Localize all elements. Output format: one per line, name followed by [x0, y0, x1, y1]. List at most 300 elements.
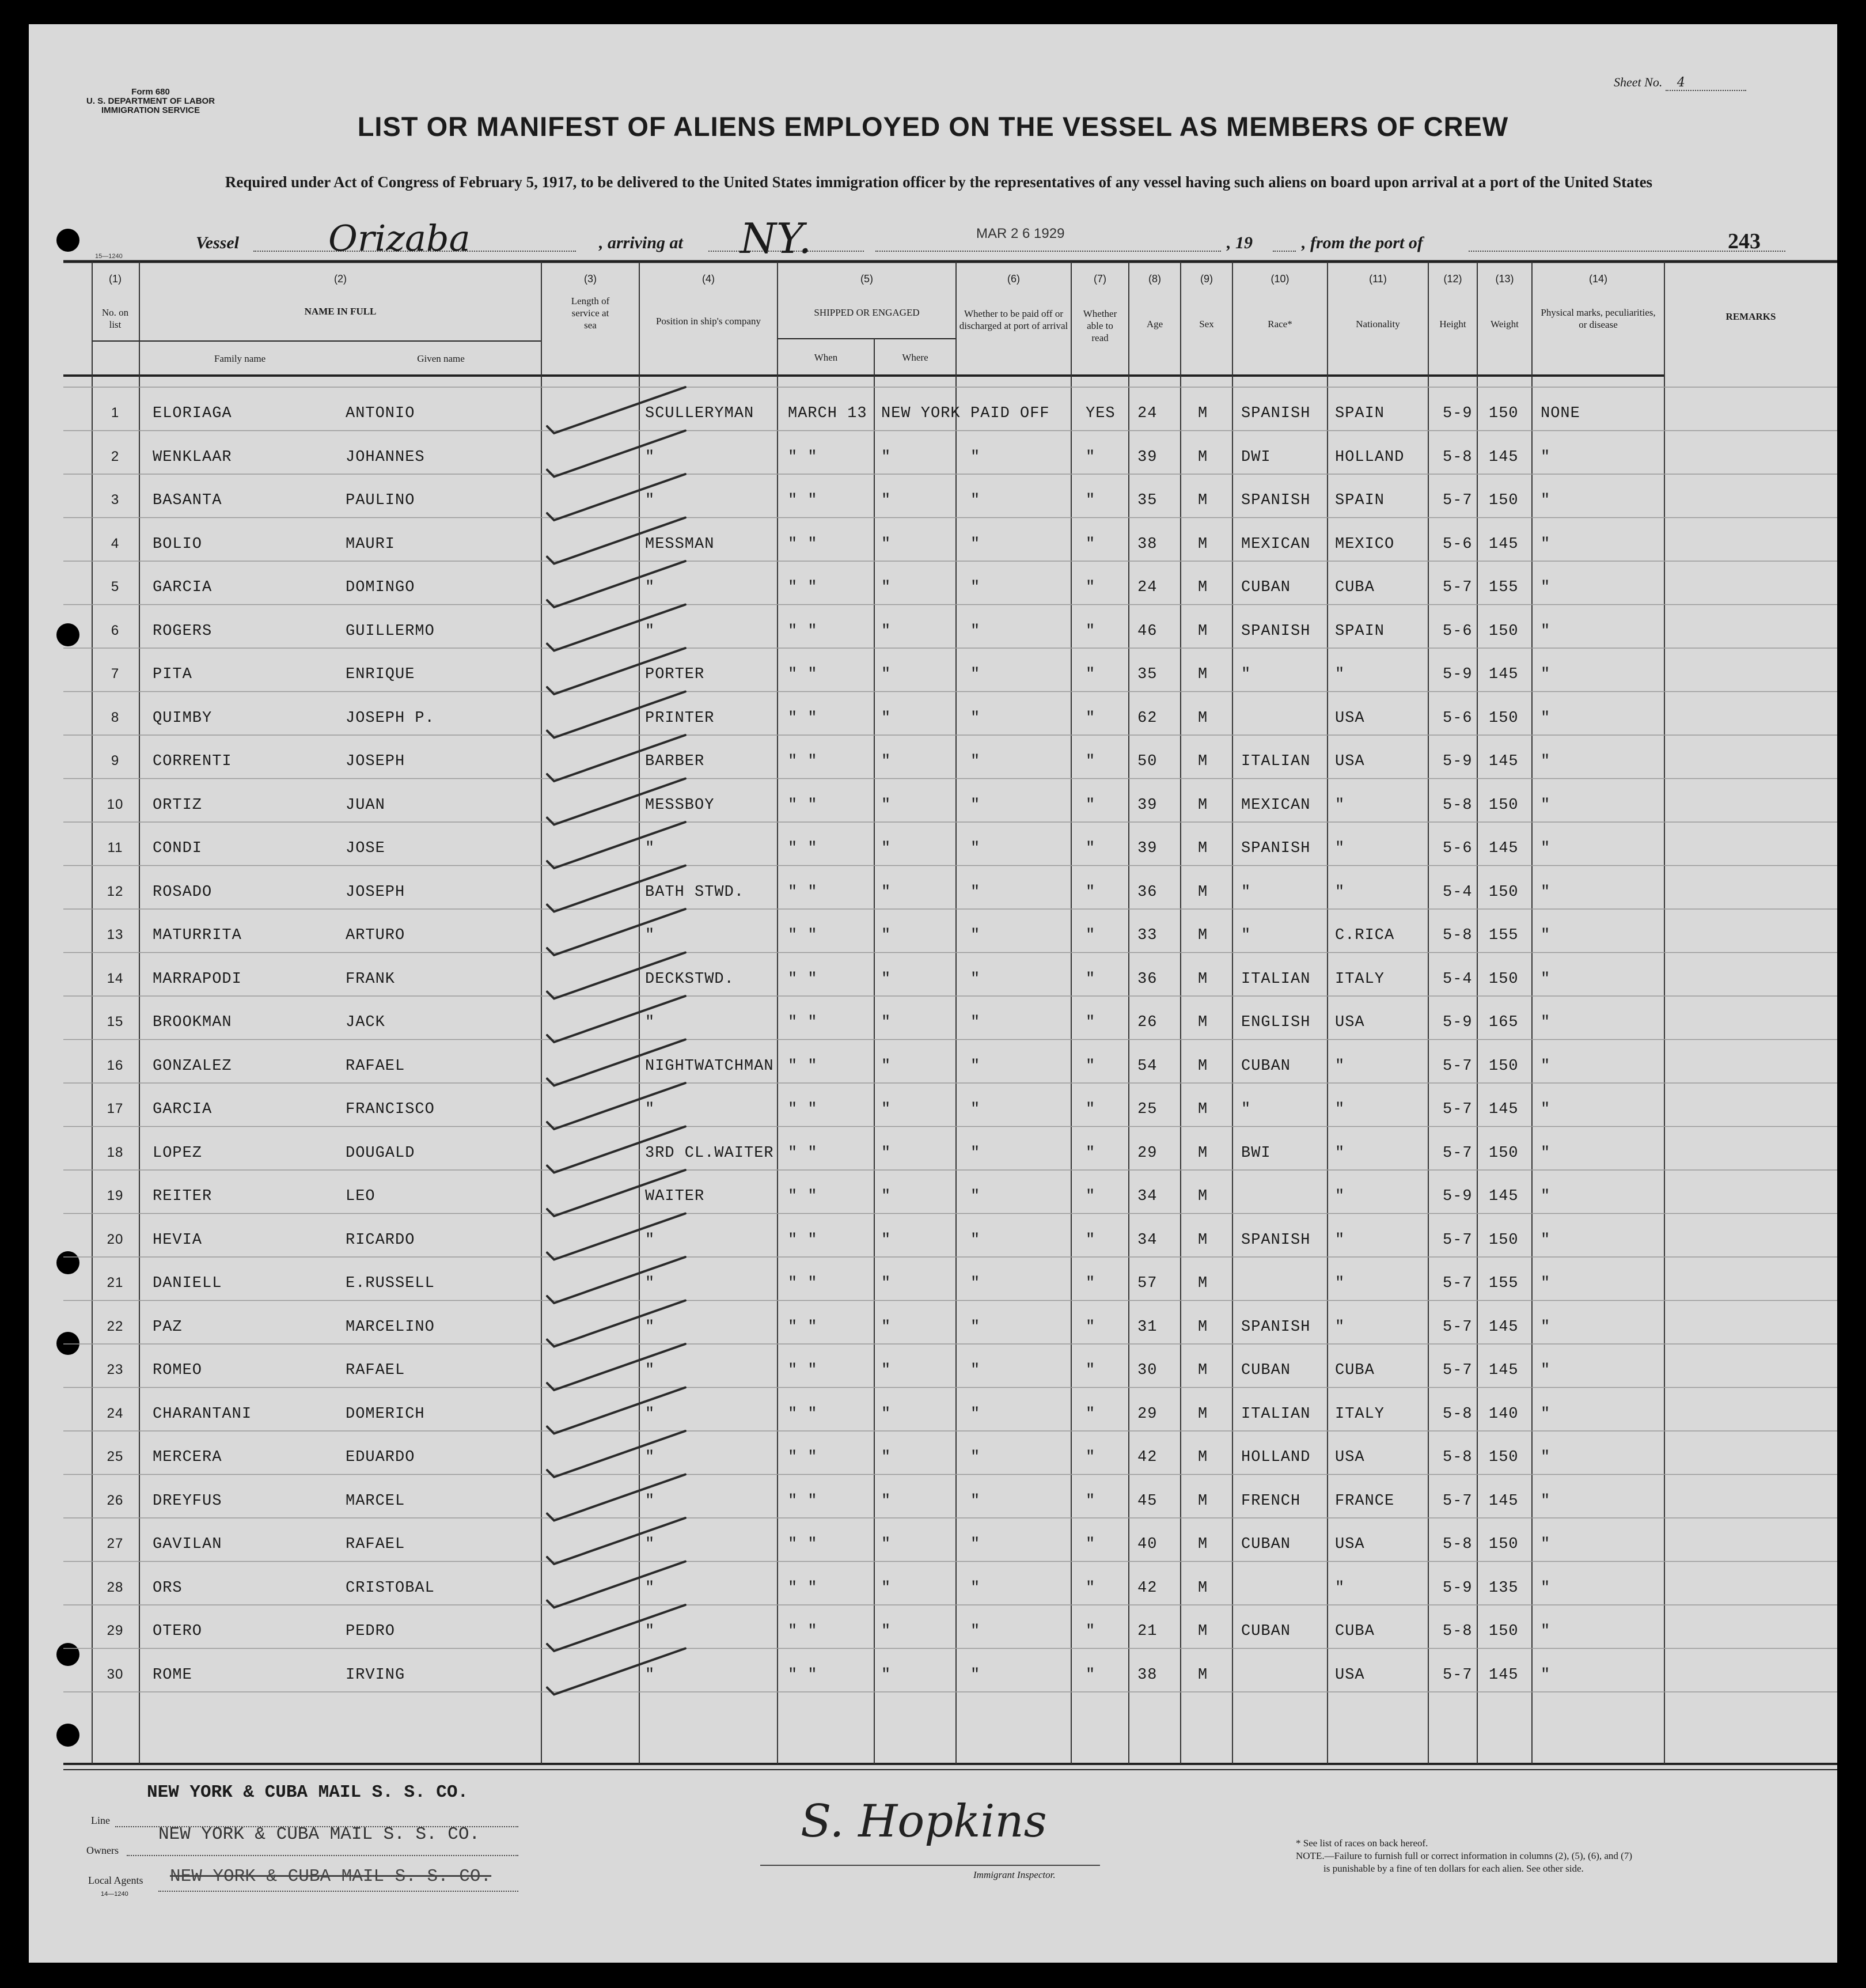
shipped-when: " ": [788, 796, 818, 814]
col-label-name: NAME IN FULL: [304, 306, 377, 317]
paid-off: ": [970, 709, 981, 727]
able-to-read: ": [1086, 753, 1096, 770]
sex: M: [1198, 1057, 1208, 1075]
given-name: LEO: [346, 1188, 376, 1205]
given-name: JACK: [346, 1014, 385, 1031]
nationality: ": [1335, 1579, 1345, 1597]
signature-line: [760, 1865, 1100, 1866]
paid-off: ": [970, 1231, 981, 1249]
paid-off: ": [970, 535, 981, 553]
age: 39: [1137, 840, 1158, 857]
race: DWI: [1241, 448, 1271, 466]
weight: 135: [1489, 1579, 1519, 1597]
height: 5-7: [1443, 1057, 1473, 1075]
col-label-no: No. on list: [101, 307, 129, 330]
family-name: ROMEO: [153, 1362, 203, 1379]
nationality: ": [1335, 1101, 1345, 1118]
family-name: ROME: [153, 1666, 192, 1684]
nationality: SPAIN: [1335, 405, 1385, 422]
shipped-when: " ": [788, 1666, 818, 1684]
sex: M: [1198, 1188, 1208, 1205]
paid-off: ": [970, 753, 981, 770]
paid-off: ": [970, 492, 981, 509]
shipped-when: " ": [788, 753, 818, 770]
shipped-where: ": [881, 1405, 892, 1423]
shipped-where: ": [881, 840, 892, 857]
age: 25: [1137, 1101, 1158, 1118]
nationality: CUBA: [1335, 1623, 1375, 1640]
race: SPANISH: [1241, 622, 1311, 640]
paid-off: ": [970, 1275, 981, 1292]
weight: 150: [1489, 622, 1519, 640]
shipped-when: " ": [788, 1231, 818, 1249]
row-number: 6: [111, 622, 120, 638]
able-to-read: ": [1086, 579, 1096, 596]
physical-marks: ": [1541, 492, 1551, 509]
race: CUBAN: [1241, 1057, 1291, 1075]
race: SPANISH: [1241, 1318, 1311, 1336]
able-to-read: ": [1086, 1623, 1096, 1640]
form-dept: U. S. DEPARTMENT OF LABOR: [86, 96, 215, 106]
paid-off: ": [970, 1579, 981, 1597]
given-name: EDUARDO: [346, 1449, 415, 1466]
shipped-when: " ": [788, 1188, 818, 1205]
row-number: 26: [107, 1492, 124, 1508]
nationality: USA: [1335, 1449, 1365, 1466]
shipped-where: ": [881, 535, 892, 553]
weight: 155: [1489, 927, 1519, 944]
physical-marks: ": [1541, 622, 1551, 640]
physical-marks: ": [1541, 753, 1551, 770]
sex: M: [1198, 1536, 1208, 1553]
height: 5-7: [1443, 1144, 1473, 1162]
able-to-read: ": [1086, 1188, 1096, 1205]
family-name: GAVILAN: [153, 1536, 222, 1553]
given-name: PEDRO: [346, 1623, 396, 1640]
age: 24: [1137, 405, 1158, 422]
shipped-when: " ": [788, 1057, 818, 1075]
height: 5-8: [1443, 927, 1473, 944]
shipped-where: ": [881, 753, 892, 770]
shipped-where: ": [881, 1492, 892, 1510]
sex: M: [1198, 840, 1208, 857]
position: ": [645, 840, 655, 857]
position: ": [645, 1405, 655, 1423]
nationality: USA: [1335, 1536, 1365, 1553]
weight: 150: [1489, 1231, 1519, 1249]
age: 39: [1137, 448, 1158, 466]
physical-marks: ": [1541, 1449, 1551, 1466]
weight: 150: [1489, 1057, 1519, 1075]
sex: M: [1198, 1231, 1208, 1249]
shipped-when: " ": [788, 1014, 818, 1031]
age: 26: [1137, 1014, 1158, 1031]
family-name: MATURRITA: [153, 927, 242, 944]
nationality: HOLLAND: [1335, 448, 1405, 466]
nationality: ITALY: [1335, 970, 1385, 988]
weight: 145: [1489, 666, 1519, 683]
family-name: ELORIAGA: [153, 405, 232, 422]
given-name: FRANK: [346, 970, 396, 988]
from-label: , from the port of: [1302, 233, 1423, 252]
position: ": [645, 492, 655, 509]
family-name: MARRAPODI: [153, 970, 242, 988]
physical-marks: ": [1541, 1666, 1551, 1684]
paid-off: ": [970, 970, 981, 988]
able-to-read: ": [1086, 1362, 1096, 1379]
agents-fill: [158, 1891, 518, 1892]
sex: M: [1198, 796, 1208, 814]
race: BWI: [1241, 1144, 1271, 1162]
form-service: IMMIGRATION SERVICE: [101, 105, 200, 115]
col-label-height: Height: [1439, 319, 1466, 330]
sex: M: [1198, 709, 1208, 727]
family-name: HEVIA: [153, 1231, 203, 1249]
able-to-read: ": [1086, 1579, 1096, 1597]
row-number: 4: [111, 535, 120, 551]
race: CUBAN: [1241, 1536, 1291, 1553]
position: ": [645, 1275, 655, 1292]
given-name: RICARDO: [346, 1231, 415, 1249]
row-number: 24: [107, 1405, 124, 1421]
nationality: MEXICO: [1335, 535, 1395, 553]
physical-marks: ": [1541, 1014, 1551, 1031]
given-name: IRVING: [346, 1666, 405, 1684]
physical-marks: ": [1541, 666, 1551, 683]
able-to-read: ": [1086, 492, 1096, 509]
given-name: DOMINGO: [346, 579, 415, 596]
age: 46: [1137, 622, 1158, 640]
note-penalty-2: is punishable by a fine of ten dollars for each alien. See other side.: [1323, 1863, 1584, 1874]
given-name: MARCELINO: [346, 1318, 435, 1336]
height: 5-7: [1443, 492, 1473, 509]
col-num-13: (13): [1495, 273, 1514, 285]
family-name: BASANTA: [153, 492, 222, 509]
shipped-where: ": [881, 492, 892, 509]
physical-marks: ": [1541, 1318, 1551, 1336]
physical-marks: ": [1541, 1492, 1551, 1510]
physical-marks: ": [1541, 1144, 1551, 1162]
race: ": [1241, 927, 1251, 944]
position: 3RD CL.WAITER: [645, 1144, 774, 1162]
row-number: 23: [107, 1362, 124, 1377]
col-num-5: (5): [860, 273, 873, 285]
weight: 145: [1489, 753, 1519, 770]
family-name: OTERO: [153, 1623, 203, 1640]
sex: M: [1198, 492, 1208, 509]
family-name: WENKLAAR: [153, 448, 232, 466]
weight: 150: [1489, 796, 1519, 814]
family-name: PITA: [153, 666, 192, 683]
family-name: PAZ: [153, 1318, 183, 1336]
col-num-1: (1): [109, 273, 122, 285]
height: 5-9: [1443, 1014, 1473, 1031]
position: ": [645, 1536, 655, 1553]
weight: 150: [1489, 883, 1519, 901]
paid-off: ": [970, 1318, 981, 1336]
col-label-position: Position in ship's company: [655, 316, 761, 327]
position: ": [645, 1231, 655, 1249]
race: SPANISH: [1241, 405, 1311, 422]
shipped-when: " ": [788, 1362, 818, 1379]
weight: 145: [1489, 1362, 1519, 1379]
able-to-read: ": [1086, 970, 1096, 988]
sex: M: [1198, 1014, 1208, 1031]
row-number: 21: [107, 1275, 124, 1290]
shipped-where: ": [881, 970, 892, 988]
able-to-read: ": [1086, 1405, 1096, 1423]
given-name: RAFAEL: [346, 1057, 405, 1075]
given-name: FRANCISCO: [346, 1101, 435, 1118]
vessel-label: Vessel: [196, 233, 239, 252]
page-title: LIST OR MANIFEST OF ALIENS EMPLOYED ON THE VESSEL AS MEMBERS OF CREW: [357, 111, 1509, 142]
given-name: DOMERICH: [346, 1405, 425, 1423]
nationality: ": [1335, 1057, 1345, 1075]
shipped-where: ": [881, 1623, 892, 1640]
family-name: ROSADO: [153, 883, 213, 901]
given-name: CRISTOBAL: [346, 1579, 435, 1597]
able-to-read: ": [1086, 1666, 1096, 1684]
sex: M: [1198, 1623, 1208, 1640]
col-label-weight: Weight: [1490, 319, 1519, 330]
col-num-12: (12): [1443, 273, 1462, 285]
arriving-port: NY.: [740, 214, 812, 263]
age: 35: [1137, 492, 1158, 509]
able-to-read: ": [1086, 1231, 1096, 1249]
sex: M: [1198, 883, 1208, 901]
age: 35: [1137, 666, 1158, 683]
family-name: BROOKMAN: [153, 1014, 232, 1031]
col-num-3: (3): [584, 273, 597, 285]
nationality: ": [1335, 1318, 1345, 1336]
able-to-read: ": [1086, 1144, 1096, 1162]
family-name: QUIMBY: [153, 709, 213, 727]
able-to-read: ": [1086, 840, 1096, 857]
paid-off: ": [970, 666, 981, 683]
shipped-where: ": [881, 1536, 892, 1553]
nationality: ": [1335, 1231, 1345, 1249]
shipped-where: ": [881, 1188, 892, 1205]
race: HOLLAND: [1241, 1449, 1311, 1466]
nationality: USA: [1335, 1666, 1365, 1684]
shipped-where: ": [881, 709, 892, 727]
shipped-when: " ": [788, 448, 818, 466]
row-number: 10: [107, 796, 124, 812]
age: 38: [1137, 1666, 1158, 1684]
paid-off: ": [970, 1405, 981, 1423]
able-to-read: ": [1086, 1318, 1096, 1336]
paid-off: ": [970, 1144, 981, 1162]
weight: 150: [1489, 1623, 1519, 1640]
race: FRENCH: [1241, 1492, 1301, 1510]
sex: M: [1198, 1405, 1208, 1423]
family-name: GARCIA: [153, 579, 213, 596]
sex: M: [1198, 1144, 1208, 1162]
shipped-where: ": [881, 1144, 892, 1162]
race: CUBAN: [1241, 579, 1291, 596]
shipped-when: " ": [788, 840, 818, 857]
col-num-6: (6): [1007, 273, 1020, 285]
col-label-marks: Physical marks, peculiarities, or disease: [1541, 307, 1656, 330]
owners-label: Owners: [86, 1845, 119, 1856]
nationality: ": [1335, 883, 1345, 901]
shipped-where: ": [881, 1057, 892, 1075]
age: 30: [1137, 1362, 1158, 1379]
given-name: MARCEL: [346, 1492, 405, 1510]
sex: M: [1198, 1275, 1208, 1292]
paid-off: ": [970, 1101, 981, 1118]
family-name: BOLIO: [153, 535, 203, 553]
sex: M: [1198, 1101, 1208, 1118]
shipped-where: ": [881, 622, 892, 640]
nationality: C.RICA: [1335, 927, 1395, 944]
col-label-when: When: [814, 352, 838, 363]
age: 36: [1137, 970, 1158, 988]
nationality: ": [1335, 666, 1345, 683]
family-name: DANIELL: [153, 1275, 222, 1292]
age: 34: [1137, 1231, 1158, 1249]
race: SPANISH: [1241, 1231, 1311, 1249]
position: ": [645, 1318, 655, 1336]
age: 40: [1137, 1536, 1158, 1553]
position: MESSBOY: [645, 796, 715, 814]
weight: 145: [1489, 1101, 1519, 1118]
height: 5-6: [1443, 622, 1473, 640]
col-num-7: (7): [1094, 273, 1106, 285]
position: ": [645, 1666, 655, 1684]
family-name: LOPEZ: [153, 1144, 203, 1162]
shipped-where: ": [881, 1449, 892, 1466]
row-number: 25: [107, 1449, 124, 1464]
physical-marks: ": [1541, 840, 1551, 857]
form-number: Form 680: [131, 87, 170, 97]
position: ": [645, 927, 655, 944]
position: BARBER: [645, 753, 705, 770]
height: 5-8: [1443, 796, 1473, 814]
col-num-14: (14): [1588, 273, 1607, 285]
row-number: 17: [107, 1101, 124, 1116]
paid-off: ": [970, 1536, 981, 1553]
position: BATH STWD.: [645, 883, 745, 901]
shipped-where: ": [881, 1579, 892, 1597]
sex: M: [1198, 927, 1208, 944]
physical-marks: ": [1541, 927, 1551, 944]
row-number: 5: [111, 579, 120, 594]
able-to-read: ": [1086, 1014, 1096, 1031]
col-num-2: (2): [334, 273, 347, 285]
paid-off: ": [970, 1666, 981, 1684]
shipped-where: NEW YORK: [881, 405, 961, 422]
shipped-where: ": [881, 1014, 892, 1031]
height: 5-7: [1443, 1318, 1473, 1336]
given-name: ARTURO: [346, 927, 405, 944]
weight: 155: [1489, 1275, 1519, 1292]
paid-off: ": [970, 927, 981, 944]
physical-marks: ": [1541, 1536, 1551, 1553]
owners-fill: [127, 1855, 518, 1856]
race: ": [1241, 666, 1251, 683]
age: 29: [1137, 1405, 1158, 1423]
height: 5-6: [1443, 535, 1473, 553]
sex: M: [1198, 1449, 1208, 1466]
physical-marks: ": [1541, 579, 1551, 596]
shipped-where: ": [881, 1101, 892, 1118]
sex: M: [1198, 970, 1208, 988]
race: CUBAN: [1241, 1623, 1291, 1640]
nationality: SPAIN: [1335, 622, 1385, 640]
shipped-where: ": [881, 1362, 892, 1379]
shipped-where: ": [881, 448, 892, 466]
age: 38: [1137, 535, 1158, 553]
weight: 150: [1489, 1536, 1519, 1553]
col-label-where: Where: [902, 352, 928, 363]
shipped-when: " ": [788, 1623, 818, 1640]
race: MEXICAN: [1241, 796, 1311, 814]
weight: 145: [1489, 448, 1519, 466]
age: 36: [1137, 883, 1158, 901]
position: ": [645, 1492, 655, 1510]
position: ": [645, 448, 655, 466]
nationality: CUBA: [1335, 579, 1375, 596]
shipped-when: " ": [788, 579, 818, 596]
age: 21: [1137, 1623, 1158, 1640]
physical-marks: ": [1541, 1405, 1551, 1423]
physical-marks: ": [1541, 883, 1551, 901]
owners-stamp: NEW YORK & CUBA MAIL S. S. CO.: [158, 1824, 480, 1845]
physical-marks: ": [1541, 1188, 1551, 1205]
given-name: GUILLERMO: [346, 622, 435, 640]
row-number: 7: [111, 666, 120, 681]
agents-stamp: NEW YORK & CUBA MAIL S. S. CO.: [170, 1866, 492, 1887]
height: 5-7: [1443, 1275, 1473, 1292]
height: 5-8: [1443, 448, 1473, 466]
arriving-label: , arriving at: [599, 233, 683, 252]
age: 42: [1137, 1579, 1158, 1597]
weight: 140: [1489, 1405, 1519, 1423]
shipped-when: " ": [788, 622, 818, 640]
height: 5-7: [1443, 1492, 1473, 1510]
col-label-read: Whether able to read: [1083, 308, 1117, 343]
col-num-8: (8): [1148, 273, 1161, 285]
given-name: RAFAEL: [346, 1536, 405, 1553]
paid-off: ": [970, 840, 981, 857]
nationality: ": [1335, 1188, 1345, 1205]
col-num-9: (9): [1200, 273, 1213, 285]
height: 5-7: [1443, 1231, 1473, 1249]
age: 57: [1137, 1275, 1158, 1292]
physical-marks: NONE: [1541, 405, 1580, 422]
row-number: 15: [107, 1014, 124, 1029]
height: 5-9: [1443, 1188, 1473, 1205]
height: 5-9: [1443, 753, 1473, 770]
weight: 150: [1489, 492, 1519, 509]
nationality: CUBA: [1335, 1362, 1375, 1379]
height: 5-8: [1443, 1449, 1473, 1466]
weight: 150: [1489, 405, 1519, 422]
row-number: 13: [107, 927, 124, 942]
paid-off: ": [970, 579, 981, 596]
page-subtitle: Required under Act of Congress of February 5, 1917, to be delivered to the United States immigration officer by the representatives of any vessel having such aliens on board upon arrival at a port of the United States: [225, 173, 1653, 191]
height: 5-9: [1443, 666, 1473, 683]
able-to-read: ": [1086, 622, 1096, 640]
row-number: 14: [107, 970, 124, 986]
shipped-when: " ": [788, 1101, 818, 1118]
family-name: GONZALEZ: [153, 1057, 232, 1075]
age: 29: [1137, 1144, 1158, 1162]
shipped-when: " ": [788, 970, 818, 988]
shipped-where: ": [881, 579, 892, 596]
able-to-read: ": [1086, 1101, 1096, 1118]
